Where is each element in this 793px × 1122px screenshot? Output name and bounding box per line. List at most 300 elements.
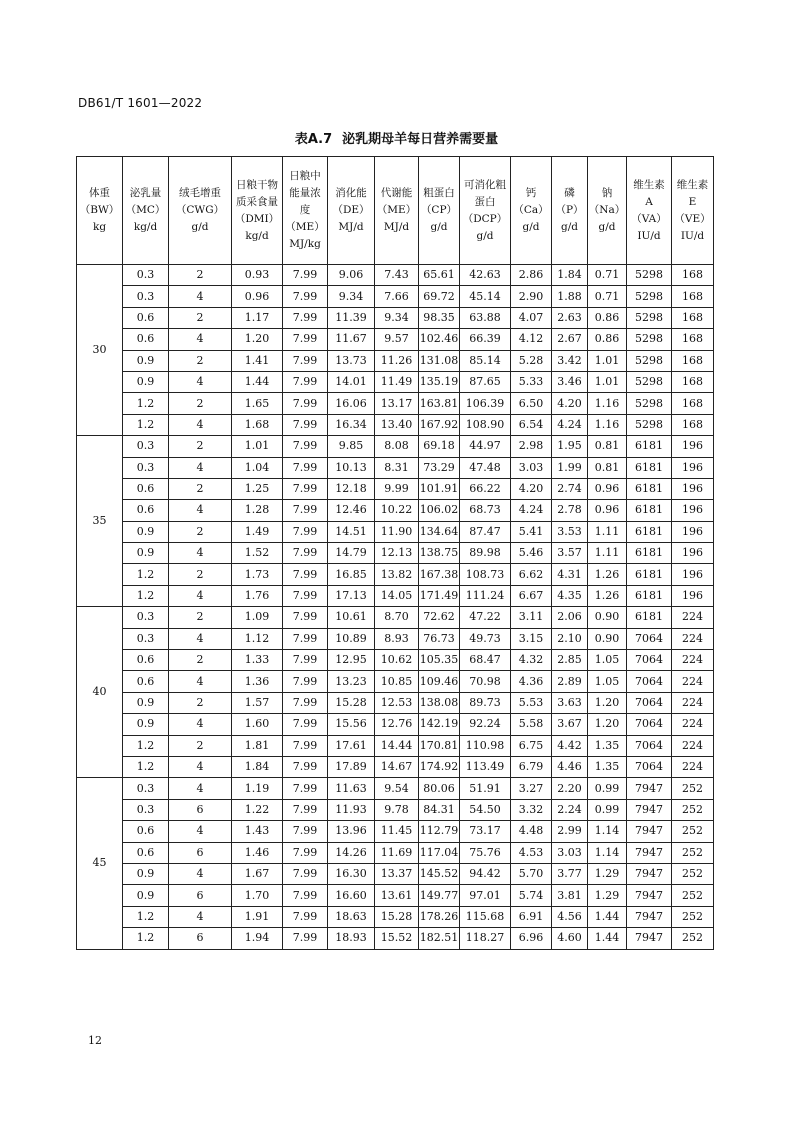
table-cell: 108.90 [460,414,511,435]
table-cell: 2.24 [552,799,588,820]
table-cell: 196 [672,500,714,521]
table-cell: 6181 [627,607,672,628]
table-cell: 1.88 [552,286,588,307]
table-cell: 1.91 [232,906,283,927]
table-cell: 7947 [627,928,672,949]
table-cell: 8.08 [375,436,419,457]
table-cell: 6181 [627,521,672,542]
table-cell: 11.93 [328,799,375,820]
table-cell: 4 [169,371,232,392]
table-cell: 1.2 [123,564,169,585]
table-row [77,436,714,457]
table-cell: 2 [169,307,232,328]
table-row [77,714,714,735]
table-cell: 13.37 [375,863,419,884]
table-cell: 252 [672,842,714,863]
table-cell: 6.79 [511,756,552,777]
table-cell: 3.03 [552,842,588,863]
table-cell: 0.3 [123,265,169,286]
table-cell: 2.85 [552,650,588,671]
table-cell: 2 [169,350,232,371]
table-cell: 0.3 [123,628,169,649]
table-cell: 6181 [627,457,672,478]
table-cell: 171.49 [419,585,460,606]
table-cell: 4.46 [552,756,588,777]
table-cell: 3.77 [552,863,588,884]
table-cell: 138.75 [419,543,460,564]
table-cell: 134.64 [419,521,460,542]
table-cell: 2.78 [552,500,588,521]
column-header: 维生素 A （VA） IU/d [627,157,672,265]
table-cell: 6.91 [511,906,552,927]
table-cell: 6181 [627,543,672,564]
table-cell: 15.56 [328,714,375,735]
table-cell: 7064 [627,650,672,671]
table-cell: 94.42 [460,863,511,884]
table-cell: 72.62 [419,607,460,628]
table-cell: 7064 [627,735,672,756]
table-cell: 15.28 [375,906,419,927]
table-cell: 4.31 [552,564,588,585]
table-cell: 4 [169,329,232,350]
table-cell: 5298 [627,265,672,286]
table-cell: 7.99 [283,371,328,392]
column-header: 粗蛋白 （CP） g/d [419,157,460,265]
table-cell: 7.99 [283,799,328,820]
table-cell: 112.79 [419,821,460,842]
table-cell: 7.99 [283,265,328,286]
table-cell: 7.99 [283,543,328,564]
table-cell: 5298 [627,393,672,414]
table-cell: 7.99 [283,585,328,606]
table-cell: 109.46 [419,671,460,692]
table-cell: 7.43 [375,265,419,286]
table-cell: 13.82 [375,564,419,585]
table-cell: 106.02 [419,500,460,521]
table-cell: 12.18 [328,478,375,499]
table-cell: 65.61 [419,265,460,286]
table-cell: 12.76 [375,714,419,735]
column-header: 代谢能 （ME） MJ/d [375,157,419,265]
body-weight-cell: 30 [77,265,123,436]
table-cell: 4.12 [511,329,552,350]
table-cell: 1.14 [588,842,627,863]
table-cell: 4 [169,414,232,435]
table-cell: 4.60 [552,928,588,949]
table-cell: 6 [169,928,232,949]
table-cell: 7.99 [283,607,328,628]
table-cell: 1.36 [232,671,283,692]
table-cell: 7.99 [283,286,328,307]
table-cell: 9.99 [375,478,419,499]
table-cell: 6.96 [511,928,552,949]
table-cell: 6 [169,842,232,863]
table-row [77,885,714,906]
table-cell: 4.07 [511,307,552,328]
table-cell: 2 [169,564,232,585]
table-cell: 224 [672,714,714,735]
table-cell: 118.27 [460,928,511,949]
table-cell: 68.73 [460,500,511,521]
table-cell: 5.41 [511,521,552,542]
table-cell: 4 [169,543,232,564]
table-cell: 5.58 [511,714,552,735]
table-cell: 8.93 [375,628,419,649]
table-cell: 9.57 [375,329,419,350]
table-cell: 1.84 [552,265,588,286]
table-cell: 2.67 [552,329,588,350]
body-weight-cell: 35 [77,436,123,607]
table-cell: 7064 [627,671,672,692]
table-cell: 3.67 [552,714,588,735]
table-cell: 16.30 [328,863,375,884]
table-cell: 0.93 [232,265,283,286]
table-cell: 13.61 [375,885,419,906]
table-cell: 1.84 [232,756,283,777]
table-cell: 2.90 [511,286,552,307]
table-cell: 0.90 [588,628,627,649]
table-cell: 252 [672,928,714,949]
table-row [77,478,714,499]
table-cell: 1.25 [232,478,283,499]
column-header: 日粮干物 质采食量 （DMI） kg/d [232,157,283,265]
table-cell: 167.38 [419,564,460,585]
table-cell: 14.05 [375,585,419,606]
table-cell: 2.98 [511,436,552,457]
table-cell: 4 [169,906,232,927]
table-cell: 1.20 [588,714,627,735]
table-cell: 7.99 [283,692,328,713]
column-header: 钙（Ca） g/d [511,157,552,265]
table-cell: 14.79 [328,543,375,564]
table-cell: 2 [169,692,232,713]
table-cell: 1.49 [232,521,283,542]
table-cell: 1.44 [588,928,627,949]
table-cell: 11.45 [375,821,419,842]
table-cell: 4.53 [511,842,552,863]
table-cell: 0.9 [123,885,169,906]
table-cell: 4.56 [552,906,588,927]
table-cell: 1.57 [232,692,283,713]
table-cell: 1.12 [232,628,283,649]
table-cell: 4 [169,457,232,478]
table-cell: 13.23 [328,671,375,692]
table-row [77,521,714,542]
table-row [77,585,714,606]
table-cell: 102.46 [419,329,460,350]
table-cell: 149.77 [419,885,460,906]
table-cell: 168 [672,414,714,435]
table-cell: 7.99 [283,521,328,542]
table-cell: 3.11 [511,607,552,628]
table-cell: 3.53 [552,521,588,542]
table-cell: 44.97 [460,436,511,457]
table-cell: 4 [169,778,232,799]
table-cell: 7947 [627,906,672,927]
table-cell: 5.70 [511,863,552,884]
table-cell: 1.2 [123,585,169,606]
table-cell: 142.19 [419,714,460,735]
table-cell: 7.99 [283,821,328,842]
table-cell: 0.9 [123,371,169,392]
table-cell: 80.06 [419,778,460,799]
table-cell: 45.14 [460,286,511,307]
column-header: 日粮中 能量浓 度 （ME） MJ/kg [283,157,328,265]
table-cell: 1.01 [588,350,627,371]
table-cell: 84.31 [419,799,460,820]
table-cell: 3.27 [511,778,552,799]
table-cell: 131.08 [419,350,460,371]
table-row [77,500,714,521]
table-cell: 168 [672,371,714,392]
table-cell: 7.99 [283,628,328,649]
table-cell: 6.50 [511,393,552,414]
table-cell: 7.99 [283,906,328,927]
table-cell: 7.99 [283,307,328,328]
table-cell: 1.05 [588,671,627,692]
table-cell: 1.19 [232,778,283,799]
table-cell: 7.99 [283,756,328,777]
table-cell: 135.19 [419,371,460,392]
table-cell: 252 [672,863,714,884]
table-cell: 224 [672,628,714,649]
table-row [77,671,714,692]
table-cell: 1.29 [588,863,627,884]
table-cell: 75.76 [460,842,511,863]
table-cell: 168 [672,329,714,350]
table-cell: 14.67 [375,756,419,777]
table-cell: 15.52 [375,928,419,949]
table-cell: 2.06 [552,607,588,628]
table-cell: 3.57 [552,543,588,564]
table-cell: 9.78 [375,799,419,820]
table-cell: 11.90 [375,521,419,542]
table-cell: 7.99 [283,393,328,414]
table-row [77,821,714,842]
table-cell: 7.99 [283,500,328,521]
table-cell: 110.98 [460,735,511,756]
table-cell: 4 [169,821,232,842]
table-cell: 4 [169,756,232,777]
table-cell: 196 [672,436,714,457]
table-cell: 1.2 [123,393,169,414]
table-cell: 1.35 [588,756,627,777]
table-cell: 196 [672,564,714,585]
table-cell: 12.13 [375,543,419,564]
table-cell: 4 [169,628,232,649]
table-cell: 106.39 [460,393,511,414]
table-cell: 14.51 [328,521,375,542]
table-cell: 1.11 [588,521,627,542]
table-cell: 0.99 [588,778,627,799]
body-weight-cell: 45 [77,778,123,949]
table-body [77,265,714,950]
table-cell: 1.14 [588,821,627,842]
table-cell: 252 [672,885,714,906]
table-cell: 1.20 [232,329,283,350]
table-cell: 7.99 [283,778,328,799]
table-cell: 0.6 [123,842,169,863]
table-cell: 13.96 [328,821,375,842]
table-cell: 8.31 [375,457,419,478]
table-cell: 4.42 [552,735,588,756]
table-cell: 0.6 [123,329,169,350]
table-number: 表A.7 [294,132,333,147]
table-cell: 14.26 [328,842,375,863]
table-cell: 2.63 [552,307,588,328]
table-cell: 1.33 [232,650,283,671]
table-cell: 73.29 [419,457,460,478]
table-caption: 泌乳期母羊每日营养需要量 [342,132,499,147]
table-cell: 54.50 [460,799,511,820]
table-cell: 1.99 [552,457,588,478]
table-cell: 6181 [627,500,672,521]
table-cell: 2 [169,436,232,457]
table-cell: 13.40 [375,414,419,435]
table-cell: 2.86 [511,265,552,286]
table-cell: 7.99 [283,671,328,692]
table-cell: 1.81 [232,735,283,756]
table-cell: 7.99 [283,735,328,756]
table-cell: 0.6 [123,500,169,521]
table-cell: 3.46 [552,371,588,392]
table-cell: 4 [169,671,232,692]
table-cell: 7.99 [283,564,328,585]
table-cell: 4 [169,286,232,307]
table-cell: 5.46 [511,543,552,564]
table-cell: 101.91 [419,478,460,499]
table-cell: 1.76 [232,585,283,606]
table-cell: 7.99 [283,842,328,863]
table-cell: 0.9 [123,543,169,564]
table-cell: 0.96 [232,286,283,307]
table-cell: 4.35 [552,585,588,606]
table-cell: 2 [169,478,232,499]
table-cell: 13.73 [328,350,375,371]
table-cell: 1.94 [232,928,283,949]
table-cell: 7947 [627,778,672,799]
table-cell: 1.04 [232,457,283,478]
table-row [77,650,714,671]
column-header: 磷（P） g/d [552,157,588,265]
table-cell: 1.46 [232,842,283,863]
table-cell: 17.61 [328,735,375,756]
table-cell: 168 [672,307,714,328]
table-cell: 92.24 [460,714,511,735]
table-cell: 7947 [627,821,672,842]
table-cell: 7.99 [283,714,328,735]
table-cell: 7064 [627,756,672,777]
table-cell: 1.16 [588,414,627,435]
table-title [0,128,793,147]
table-cell: 87.65 [460,371,511,392]
table-cell: 42.63 [460,265,511,286]
table-cell: 224 [672,671,714,692]
document-code: DB61/T 1601—2022 [78,96,203,110]
table-cell: 7.99 [283,650,328,671]
table-cell: 168 [672,286,714,307]
table-cell: 6181 [627,585,672,606]
table-cell: 9.54 [375,778,419,799]
table-cell: 11.49 [375,371,419,392]
table-cell: 1.67 [232,863,283,884]
table-cell: 196 [672,478,714,499]
table-cell: 2.99 [552,821,588,842]
table-cell: 69.18 [419,436,460,457]
table-cell: 7947 [627,842,672,863]
table-cell: 1.35 [588,735,627,756]
table-cell: 7947 [627,885,672,906]
table-cell: 51.91 [460,778,511,799]
table-row [77,607,714,628]
table-cell: 15.28 [328,692,375,713]
table-cell: 4 [169,714,232,735]
table-cell: 1.41 [232,350,283,371]
table-cell: 2.89 [552,671,588,692]
table-cell: 196 [672,521,714,542]
table-row [77,393,714,414]
table-cell: 89.98 [460,543,511,564]
table-cell: 6.62 [511,564,552,585]
table-cell: 168 [672,265,714,286]
table-cell: 4.48 [511,821,552,842]
table-cell: 2.74 [552,478,588,499]
table-cell: 115.68 [460,906,511,927]
table-cell: 1.2 [123,756,169,777]
table-row [77,928,714,949]
column-header: 泌乳量 （MC） kg/d [123,157,169,265]
table-cell: 13.17 [375,393,419,414]
table-cell: 5.53 [511,692,552,713]
table-cell: 10.89 [328,628,375,649]
nutrition-table [76,156,714,950]
table-cell: 7.99 [283,350,328,371]
table-cell: 11.26 [375,350,419,371]
table-cell: 6.67 [511,585,552,606]
table-cell: 3.15 [511,628,552,649]
table-cell: 16.60 [328,885,375,906]
table-cell: 9.34 [328,286,375,307]
table-cell: 1.65 [232,393,283,414]
table-cell: 1.01 [232,436,283,457]
table-cell: 3.42 [552,350,588,371]
table-cell: 7064 [627,628,672,649]
table-cell: 0.9 [123,714,169,735]
table-cell: 11.39 [328,307,375,328]
table-cell: 7.66 [375,286,419,307]
table-cell: 87.47 [460,521,511,542]
table-cell: 5298 [627,350,672,371]
table-cell: 0.9 [123,692,169,713]
table-cell: 2 [169,521,232,542]
table-header-row [77,157,714,265]
table-cell: 66.39 [460,329,511,350]
table-cell: 0.3 [123,436,169,457]
table-cell: 1.22 [232,799,283,820]
table-cell: 0.6 [123,650,169,671]
table-row [77,414,714,435]
table-cell: 4 [169,585,232,606]
table-cell: 5.28 [511,350,552,371]
table-row [77,735,714,756]
table-cell: 6181 [627,436,672,457]
table-cell: 1.17 [232,307,283,328]
table-cell: 17.13 [328,585,375,606]
table-cell: 2 [169,735,232,756]
table-row [77,371,714,392]
table-cell: 7.99 [283,457,328,478]
table-cell: 178.26 [419,906,460,927]
